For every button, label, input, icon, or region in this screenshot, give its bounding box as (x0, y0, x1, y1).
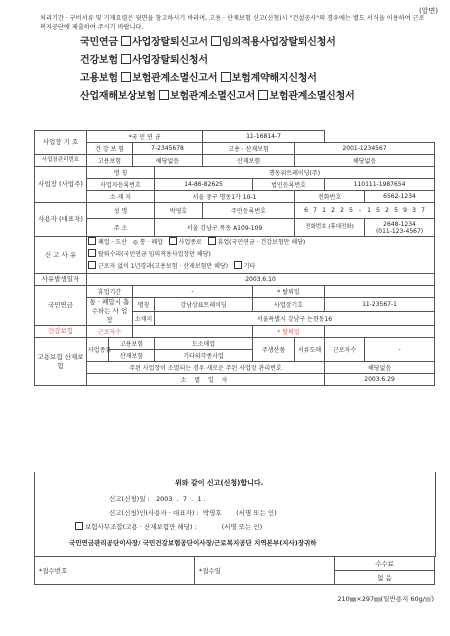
checkbox-icon[interactable] (221, 72, 231, 82)
workplace-id-label: 사업장 기 호 (35, 131, 87, 155)
checkbox-icon[interactable] (258, 90, 268, 100)
checked-radio-icon[interactable]: ◎ (132, 239, 138, 246)
bizreg-value[interactable]: 14-86-82625 (155, 179, 253, 191)
employer-address-value[interactable]: 서울 강남구 목동 A109-109 (155, 219, 295, 237)
merge-name-label: 명칭 (133, 298, 155, 312)
occurrence-label: 사유발생일자 (35, 274, 87, 286)
receipt-no-label: *접수번호 (35, 557, 195, 585)
merge-sym-value[interactable]: 11-23567-1 (325, 298, 435, 312)
transfer-value[interactable]: 해당없음 (325, 362, 435, 374)
fee-value: 없 음 (335, 571, 435, 585)
rrn-digit: 5 (349, 207, 353, 214)
extinct-label: 소 멸 일 자 (87, 374, 325, 386)
health-withdraw-label: * 탈퇴일 (253, 326, 325, 338)
health-id-label: 건 강 보 험 (87, 143, 133, 155)
leave-period-label: 휴업기간 (87, 286, 133, 298)
mgmt-employment-value[interactable]: 해당없음 (133, 155, 203, 167)
corpreg-label: 법인등록번호 (253, 179, 325, 191)
signature-block (34, 472, 436, 557)
title-industrial: 산업재해보상보험 보험관계소멸신고서 보험관계소멸신청서 (80, 91, 355, 102)
rrn-digit: 5 (376, 207, 380, 214)
health-withdraw-value[interactable] (325, 326, 435, 338)
mgmt-industrial-value[interactable]: 해당없음 (295, 155, 435, 167)
workplace-address-value[interactable]: 서울 중구 명동1가 10-1 (155, 191, 295, 203)
pension-id-value[interactable]: 11-16814-7 (203, 131, 325, 143)
transfer-note: 주된 사업장이 소멸되는 경우 새로운 주된 사업장 관리번호 (87, 362, 325, 374)
checkbox-icon[interactable] (169, 237, 177, 245)
report-date[interactable]: 신고(신청)일 : 2003 . 7 . 1 . (109, 495, 206, 503)
checkbox-icon[interactable] (88, 249, 96, 257)
product-value[interactable]: 서류도매 (295, 338, 325, 362)
rrn-digit: 6 (304, 207, 308, 214)
title-employment: 고용보험 보험관계소멸신고서 보험계약해지신청서 (80, 73, 317, 84)
biz-ind-value[interactable]: 기타의각종사업 (155, 350, 253, 362)
rrn-digit: 1 (322, 207, 326, 214)
pension-withdraw-value[interactable] (325, 286, 435, 298)
declaration-text: 위와 같이 신고(신청)합니다. (175, 479, 264, 487)
health-workers-label: 근로자수 (87, 326, 133, 338)
employer-phone-value: 2648-1234 (383, 220, 416, 228)
mgmt-industrial-label: 산재보험 (203, 155, 295, 167)
merge-name-value[interactable]: 강남상표트레이딩 (155, 298, 253, 312)
merge-addr-value[interactable]: 서울특별시 강남구 논현동16 (155, 312, 435, 326)
merge-sym-label: 사업장기호 (253, 298, 325, 312)
rrn-digit: 2 (340, 207, 344, 214)
rrn-digit: 2 (331, 207, 335, 214)
fee-label: 수수료 (335, 557, 435, 571)
checkbox-icon[interactable] (159, 90, 169, 100)
pension-id-label: *국 민 연 금 (87, 131, 203, 143)
health-id-value[interactable]: 7-2345678 (133, 143, 203, 155)
rrn-digit: 7 (421, 207, 425, 214)
rrn-digit: 9 (403, 207, 407, 214)
employer-phone-cell[interactable] (365, 219, 435, 237)
corpreg-value[interactable]: 110111-1987654 (325, 179, 435, 191)
biz-ind-label: 산재보험 (109, 350, 155, 362)
report-reason-label: 신 고 사 유 (35, 237, 87, 274)
employer-rrn-label: 주민등록번호 (203, 203, 295, 219)
emp-workers-label: 근로자수 (325, 338, 365, 362)
checkbox-icon[interactable] (75, 522, 83, 530)
checkbox-icon[interactable] (234, 261, 242, 269)
workplace-name-label: 명 칭 (87, 167, 155, 179)
employer-phone-label: 전화번호 (휴대전화) (295, 219, 365, 237)
employment-id-value[interactable]: 2001-1234567 (295, 143, 435, 155)
workplace-section-label: 사업장 (사업주) (35, 167, 87, 203)
health-section-label: 건강보험 (35, 326, 87, 338)
checkbox-icon[interactable] (211, 36, 221, 46)
paper-size-footer: 210㎜×297㎜(일반용지 60g/㎡) (337, 595, 434, 603)
merge-addr-label: 소재지 (133, 312, 155, 326)
leave-period-value[interactable]: - (133, 286, 253, 298)
checkbox-icon[interactable] (121, 54, 131, 64)
biz-emp-label: 고용보험 (109, 338, 155, 350)
mgmt-no-label: 사업장관리번호 (35, 155, 87, 167)
rrn-digit: 3 (412, 207, 416, 214)
health-workers-value[interactable] (133, 326, 253, 338)
reporter-line[interactable]: 신고(신청)인(사용자 · 대표자) : 박영호 (서명 또는 인) (109, 509, 277, 517)
receipt-date-label: *접수일 (195, 557, 335, 585)
workplace-phone-label: 전화번호 (295, 191, 365, 203)
pension-withdraw-label: * 탈퇴일 (253, 286, 325, 298)
title-health: 건강보험 사업장탈퇴신청서 (80, 55, 208, 66)
employer-rrn-value[interactable] (295, 203, 435, 219)
employer-address-label: 주 소 (87, 219, 155, 237)
biztype-label: 사업종류 (87, 338, 109, 362)
rrn-digit: 2 (385, 207, 389, 214)
workplace-phone-value[interactable]: 6562-1234 (365, 191, 435, 203)
product-label: 주생산품 (253, 338, 295, 362)
pension-section-label: 국민연금 (35, 286, 87, 326)
instructions-text: 처리기간 · 구비서류 및 기재요령은 뒷면을 참고하시기 바라며, 고용 · 산재보험 신고(신청)시 "건설공사"의 경우에는 별도 서식을 이용하여 근로복지공단에 제출하여 주시기 바랍니다. (40, 15, 425, 31)
form-title-block (80, 34, 420, 106)
rrn-digit: 1 (367, 207, 371, 214)
extinct-value[interactable]: 2003.6.29 (325, 374, 435, 386)
rrn-digit: 5 (394, 207, 398, 214)
biz-emp-value[interactable]: 도소매업 (155, 338, 253, 350)
occurrence-value[interactable]: 2003.6.10 (87, 274, 435, 286)
workplace-name-value[interactable]: 행동위트레이딩(주) (155, 167, 435, 179)
rrn-digit: 7 (313, 207, 317, 214)
checkbox-icon[interactable] (121, 36, 131, 46)
workplace-address-label: 소 재 지 (87, 191, 155, 203)
checkbox-icon[interactable] (88, 261, 96, 269)
employment-id-label: 고용 · 산재보험 (203, 143, 295, 155)
agency-line[interactable]: 보험사무조합(고용 · 산재보험만 해당) : (서명 또는 인) (75, 522, 262, 531)
employer-name-value[interactable]: 박영호 (155, 203, 203, 219)
receipt-table (34, 556, 435, 585)
checkbox-icon[interactable] (88, 237, 96, 245)
recipients-text: 국민연금관리공단이사장/ 국민건강보험공단이사장/근로복지공단 지역본부(지사)장귀하 (69, 539, 317, 547)
checkbox-icon[interactable] (121, 72, 131, 82)
bizreg-label: 사업자등록번호 (87, 179, 155, 191)
report-form-table (34, 130, 435, 386)
mgmt-employment-label: 고용보험 (87, 155, 133, 167)
form-side-label: (앞면) (419, 7, 438, 15)
checkbox-icon[interactable] (208, 237, 216, 245)
employer-section-label: 사용자 (대표자) (35, 203, 87, 237)
employer-name-label: 성 명 (87, 203, 155, 219)
emp-workers-value[interactable]: - (365, 338, 435, 362)
report-reason-options: 폐업 · 도산 ◎ 통 · 폐합 사업종료 휴업(국민연금 · 건강보험만 해당) 탈퇴수리(국민연금 임의적용사업장만 해당) 근로자 없이 1년경과(고용보험 · 산재보험만 해당) 기타 (87, 237, 435, 274)
rrn-digit: - (358, 207, 362, 214)
employer-mobile-value: (011-123-4567) (375, 227, 424, 235)
merge-label: 통 · 폐합시 흡수하는 사 업 장 (87, 298, 133, 326)
employment-section-label: 고용보험 산재보험 (35, 338, 87, 386)
title-pension: 국민연금 사업장탈퇴신고서 임의적용사업장탈퇴신청서 (80, 37, 336, 48)
